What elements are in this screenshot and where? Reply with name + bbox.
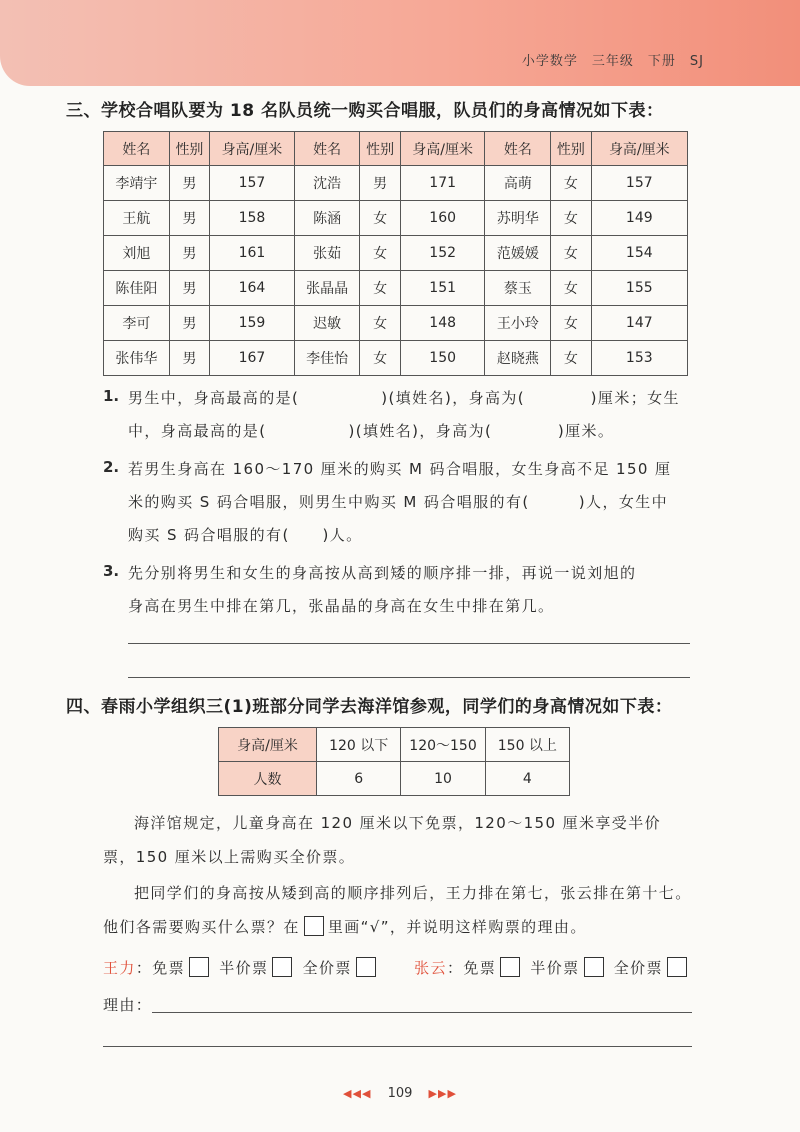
height-cell: 159 [210, 306, 295, 341]
height-cell: 167 [210, 341, 295, 376]
wangli-full-checkbox[interactable] [356, 957, 376, 977]
gender-cell: 女 [551, 306, 591, 341]
gender-cell: 男 [169, 166, 209, 201]
height-cell: 158 [210, 201, 295, 236]
gender-cell: 男 [360, 166, 400, 201]
reason-answer-line[interactable] [103, 1046, 692, 1047]
answer-line[interactable] [128, 677, 690, 678]
q3-line2: 身高在男生中排在第几，张晶晶的身高在女生中排在第几。 [128, 597, 555, 615]
height-cell: 171 [400, 166, 485, 201]
example-checkbox [304, 916, 324, 936]
height-cell: 154 [591, 236, 687, 271]
table-header-row [104, 132, 688, 166]
top-banner [0, 0, 800, 86]
name-cell: 李可 [104, 306, 170, 341]
full-ticket-label: 全价票 [302, 959, 352, 977]
ticket-choice-row [103, 957, 691, 978]
gender-cell: 男 [169, 306, 209, 341]
colon: ： [446, 959, 464, 977]
height-cell: 164 [210, 271, 295, 306]
height-cell: 151 [400, 271, 485, 306]
free-ticket-label: 免票 [463, 959, 497, 977]
height-cell: 153 [591, 341, 687, 376]
height-cell: 160 [400, 201, 485, 236]
gender-cell: 女 [551, 271, 591, 306]
gender-cell: 女 [551, 341, 591, 376]
order-text-b: 里画“√”，并说明这样购票的理由。 [327, 918, 587, 936]
column-header: 姓名 [485, 132, 551, 166]
answer-line[interactable] [128, 643, 690, 644]
gender-cell: 女 [360, 236, 400, 271]
column-header: 身高/厘米 [210, 132, 295, 166]
book-header: 小学数学 三年级 下册 SJ [521, 54, 704, 69]
zhangyun-half-checkbox[interactable] [584, 957, 604, 977]
order-text-a: 他们各需要购买什么票？在 [103, 918, 300, 936]
zhangyun-free-checkbox[interactable] [500, 957, 520, 977]
table-row [104, 166, 688, 201]
name-cell: 沈浩 [294, 166, 360, 201]
q2-number: 2. [103, 458, 120, 476]
column-header: 性别 [169, 132, 209, 166]
name-cell: 高萌 [485, 166, 551, 201]
name-cell: 张伟华 [104, 341, 170, 376]
name-cell: 王航 [104, 201, 170, 236]
gender-cell: 女 [360, 341, 400, 376]
page-number: 109 [387, 1086, 413, 1101]
order-paragraph-line1: 把同学们的身高按从矮到高的顺序排列后，王力排在第七，张云排在第十七。 [134, 884, 692, 902]
left-arrows-icon: ◀◀◀ [343, 1087, 372, 1100]
student-zhangyun: 张云 [414, 959, 447, 977]
category-cell: 150 以上 [485, 728, 569, 762]
height-cell: 157 [591, 166, 687, 201]
height-cell: 150 [400, 341, 485, 376]
gender-cell: 男 [169, 236, 209, 271]
height-cell: 161 [210, 236, 295, 271]
column-header: 性别 [551, 132, 591, 166]
name-cell: 刘旭 [104, 236, 170, 271]
name-cell: 迟敏 [294, 306, 360, 341]
section4-title: 四、春雨小学组织三(1)班部分同学去海洋馆参观，同学们的身高情况如下表： [66, 697, 673, 717]
gender-cell: 男 [169, 201, 209, 236]
count-header-cell: 人数 [219, 762, 317, 796]
name-cell: 苏明华 [485, 201, 551, 236]
student-wangli: 王力 [103, 959, 136, 977]
table-row [104, 306, 688, 341]
name-cell: 蔡玉 [485, 271, 551, 306]
column-header: 身高/厘米 [400, 132, 485, 166]
gender-cell: 女 [360, 306, 400, 341]
column-header: 姓名 [294, 132, 360, 166]
half-ticket-label: 半价票 [530, 959, 580, 977]
table-row [104, 236, 688, 271]
q3-line1: 先分别将男生和女生的身高按从高到矮的顺序排一排，再说一说刘旭的 [128, 564, 637, 582]
height-cell: 152 [400, 236, 485, 271]
reason-label: 理由： [103, 996, 153, 1014]
reason-answer-line[interactable] [152, 1012, 692, 1013]
count-cell: 4 [485, 762, 569, 796]
q2-line1: 若男生身高在 160～170 厘米的购买 M 码合唱服，女生身高不足 150 厘 [128, 460, 672, 478]
q1-line1: 男生中，身高最高的是( )(填姓名)，身高为( )厘米；女生 [128, 389, 680, 407]
column-header: 姓名 [104, 132, 170, 166]
height-cell: 157 [210, 166, 295, 201]
count-cell: 10 [401, 762, 485, 796]
gender-cell: 女 [551, 201, 591, 236]
name-cell: 张茹 [294, 236, 360, 271]
wangli-half-checkbox[interactable] [272, 957, 292, 977]
gender-cell: 男 [169, 341, 209, 376]
gender-cell: 女 [360, 271, 400, 306]
height-header-cell: 身高/厘米 [219, 728, 317, 762]
gender-cell: 女 [551, 166, 591, 201]
count-cell: 6 [317, 762, 401, 796]
choir-height-table [103, 131, 688, 376]
right-arrows-icon: ▶▶▶ [428, 1087, 457, 1100]
height-cell: 155 [591, 271, 687, 306]
rule-paragraph-line2: 票，150 厘米以上需购买全价票。 [103, 848, 356, 866]
wangli-free-checkbox[interactable] [189, 957, 209, 977]
colon: ： [135, 959, 153, 977]
name-cell: 李靖宇 [104, 166, 170, 201]
column-header: 性别 [360, 132, 400, 166]
name-cell: 李佳怡 [294, 341, 360, 376]
category-cell: 120～150 [401, 728, 485, 762]
section3-title: 三、学校合唱队要为 18 名队员统一购买合唱服，队员们的身高情况如下表： [66, 101, 664, 121]
full-ticket-label: 全价票 [613, 959, 663, 977]
name-cell: 张晶晶 [294, 271, 360, 306]
q2-line3: 购买 S 码合唱服的有( )人。 [128, 526, 363, 544]
q3-number: 3. [103, 562, 120, 580]
page-footer [0, 1086, 800, 1101]
q1-number: 1. [103, 387, 120, 405]
category-cell: 120 以下 [317, 728, 401, 762]
name-cell: 赵晓燕 [485, 341, 551, 376]
height-cell: 147 [591, 306, 687, 341]
q2-line2: 米的购买 S 码合唱服，则男生中购买 M 码合唱服的有( )人，女生中 [128, 493, 669, 511]
free-ticket-label: 免票 [152, 959, 186, 977]
column-header: 身高/厘米 [591, 132, 687, 166]
q1-line2: 中，身高最高的是( )(填姓名)，身高为( )厘米。 [128, 422, 615, 440]
name-cell: 王小玲 [485, 306, 551, 341]
table-row [104, 271, 688, 306]
name-cell: 陈涵 [294, 201, 360, 236]
aquarium-height-table [218, 727, 570, 796]
gender-cell: 男 [169, 271, 209, 306]
half-ticket-label: 半价票 [219, 959, 269, 977]
table-row [104, 201, 688, 236]
name-cell: 陈佳阳 [104, 271, 170, 306]
gender-cell: 女 [360, 201, 400, 236]
height-cell: 149 [591, 201, 687, 236]
order-paragraph-line2 [103, 916, 587, 937]
zhangyun-full-checkbox[interactable] [667, 957, 687, 977]
rule-paragraph-line1: 海洋馆规定，儿童身高在 120 厘米以下免票，120～150 厘米享受半价 [134, 814, 661, 832]
height-cell: 148 [400, 306, 485, 341]
name-cell: 范媛媛 [485, 236, 551, 271]
gender-cell: 女 [551, 236, 591, 271]
table-row [104, 341, 688, 376]
